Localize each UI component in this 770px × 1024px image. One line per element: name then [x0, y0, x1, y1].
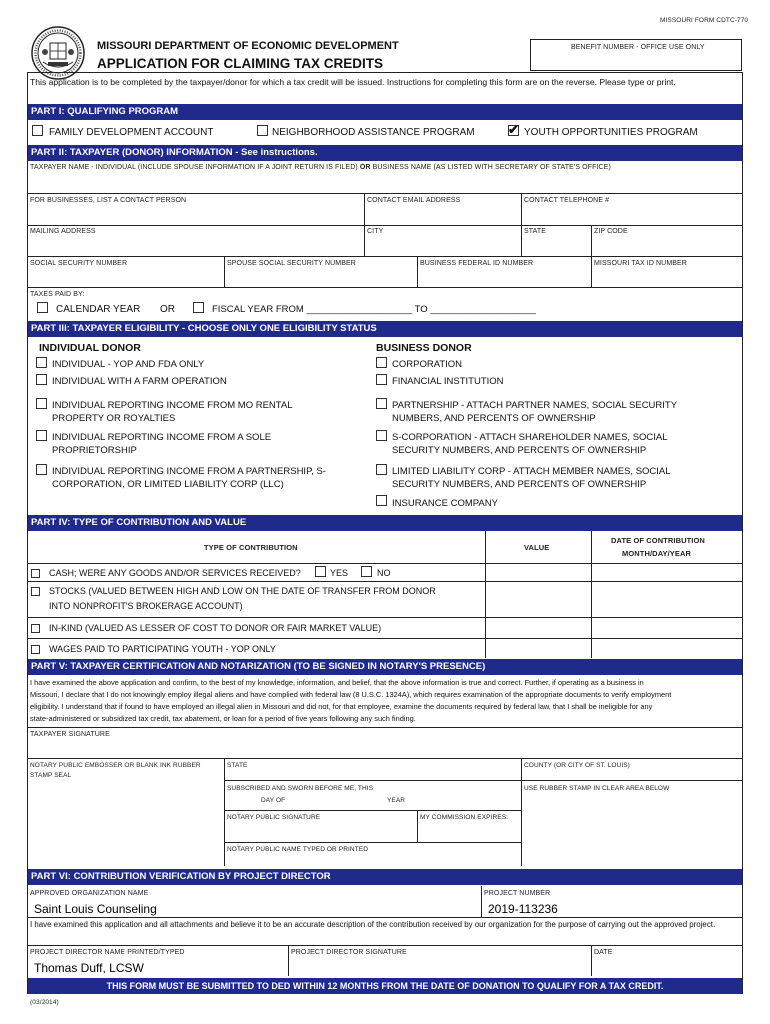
ind-yop-fda-label: INDIVIDUAL - YOP AND FDA ONLY: [52, 359, 205, 370]
part3-header: PART III: TAXPAYER ELIGIBILITY - CHOOSE ONLY ONE ELIGIBILITY STATUS: [27, 321, 743, 337]
mailing-address-label: MAILING ADDRESS: [30, 228, 96, 235]
individual-donor-heading: INDIVIDUAL DONOR: [39, 342, 141, 354]
bus-financial-checkbox[interactable]: [376, 374, 387, 385]
ind-rental-checkbox[interactable]: [36, 398, 47, 409]
cert-line-3: eligibility. I understand that if found to have employed an illegal alien in Missouri and did not, for that employee, examine the documents required by federal law, that I shall be ineligible for any: [30, 702, 653, 711]
fda-checkbox[interactable]: [32, 125, 43, 136]
taxpayer-name-or: OR: [359, 164, 371, 171]
notary-state-label: STATE: [227, 762, 248, 769]
ind-farm-checkbox[interactable]: [36, 374, 47, 385]
bus-corporation-checkbox[interactable]: [376, 357, 387, 368]
nap-checkbox[interactable]: [257, 125, 268, 136]
cert-line-2: Missouri, I declare that I do not knowingly employ illegal aliens and have complied with federal law (8 U.S.C. 1324A), which requires examination of the appropriate documents to verify employment: [30, 690, 672, 699]
fein-label: BUSINESS FEDERAL ID NUMBER: [420, 260, 534, 267]
bus-llc-label: LIMITED LIABILITY CORP - ATTACH MEMBER NAMES, SOCIAL SECURITY NUMBERS, AND PERCENTS OF OWNERSHIP: [392, 466, 671, 490]
goods-no-checkbox[interactable]: [361, 566, 372, 577]
bus-scorp-label: S-CORPORATION - ATTACH SHAREHOLDER NAMES, SOCIAL SECURITY NUMBERS, AND PERCENTS OF OWNERSHIP: [392, 432, 668, 456]
bus-financial-label: FINANCIAL INSTITUTION: [392, 376, 504, 387]
year-label: YEAR: [387, 797, 406, 804]
revision-date: (03/2014): [30, 999, 59, 1006]
taxes-paid-by-label: TAXES PAID BY:: [30, 291, 85, 298]
part1-header: PART I: QUALIFYING PROGRAM: [27, 104, 743, 120]
goods-yes-label: YES: [330, 568, 349, 578]
stocks-label-1: STOCKS (VALUED BETWEEN HIGH AND LOW ON THE DATE OF TRANSFER FROM DONOR: [49, 586, 436, 596]
nap-label: NEIGHBORHOOD ASSISTANCE PROGRAM: [272, 127, 475, 138]
director-signature-label: PROJECT DIRECTOR SIGNATURE: [291, 949, 407, 956]
cash-checkbox[interactable]: [31, 569, 40, 578]
contact-phone-label: CONTACT TELEPHONE #: [524, 197, 610, 204]
bus-llc-checkbox[interactable]: [376, 464, 387, 475]
bus-scorp-checkbox[interactable]: [376, 430, 387, 441]
col-value-header: VALUE: [524, 543, 550, 552]
director-name-label: PROJECT DIRECTOR NAME PRINTED/TYPED: [30, 949, 185, 956]
col-date-header-2: MONTH/DAY/YEAR: [622, 549, 692, 558]
stocks-label-2: INTO NONPROFIT'S BROKERAGE ACCOUNT): [49, 601, 243, 611]
bus-insurance-checkbox[interactable]: [376, 495, 387, 506]
form-title: APPLICATION FOR CLAIMING TAX CREDITS: [97, 56, 383, 71]
rubber-stamp-label: USE RUBBER STAMP IN CLEAR AREA BELOW: [524, 785, 670, 792]
yop-label: YOUTH OPPORTUNITIES PROGRAM: [524, 127, 698, 138]
wages-checkbox[interactable]: [31, 645, 40, 654]
form-id: MISSOURI FORM CDTC-770: [660, 17, 749, 24]
commission-label: MY COMMISSION EXPIRES:: [420, 814, 509, 821]
ind-partnership-checkbox[interactable]: [36, 464, 47, 475]
approved-org-value[interactable]: Saint Louis Counseling: [34, 902, 157, 916]
department-name: MISSOURI DEPARTMENT OF ECONOMIC DEVELOPMENT: [97, 40, 399, 52]
stocks-checkbox[interactable]: [31, 587, 40, 596]
benefit-number-label: BENEFIT NUMBER - OFFICE USE ONLY: [571, 44, 705, 51]
ind-yop-fda-checkbox[interactable]: [36, 357, 47, 368]
zip-label: ZIP CODE: [594, 228, 628, 235]
director-statement: I have examined this application and all attachments and believe it to be an accurate description of the contribution received by our organization for the purpose of carrying out the approved project.: [30, 920, 716, 929]
subscribed-label: SUBSCRIBED AND SWORN BEFORE ME, THIS: [227, 785, 374, 792]
goods-yes-checkbox[interactable]: [315, 566, 326, 577]
city-label: CITY: [367, 228, 384, 235]
wages-label: WAGES PAID TO PARTICIPATING YOUTH - YOP ONLY: [49, 644, 276, 654]
notary-name-label: NOTARY PUBLIC NAME TYPED OR PRINTED: [227, 846, 368, 853]
part6-header: PART VI: CONTRIBUTION VERIFICATION BY PROJECT DIRECTOR: [27, 869, 743, 885]
business-donor-heading: BUSINESS DONOR: [376, 342, 472, 354]
col-type-header: TYPE OF CONTRIBUTION: [204, 543, 298, 552]
benefit-number-box[interactable]: [530, 39, 742, 71]
director-name-value[interactable]: Thomas Duff, LCSW: [34, 961, 144, 975]
part4-header: PART IV: TYPE OF CONTRIBUTION AND VALUE: [27, 515, 743, 531]
goods-no-label: NO: [377, 568, 391, 578]
taxpayer-signature-label: TAXPAYER SIGNATURE: [30, 731, 110, 738]
taxes-or-label: OR: [160, 304, 175, 315]
notary-signature-label: NOTARY PUBLIC SIGNATURE: [227, 814, 321, 821]
ind-rental-label: INDIVIDUAL REPORTING INCOME FROM MO RENTAL PROPERTY OR ROYALTIES: [52, 400, 293, 424]
notary-seal-label-2: STAMP SEAL: [30, 772, 72, 779]
intro-text: This application is to be completed by the taxpayer/donor for which a tax credit will be issued. Instructions for completing this form are on the reverse. Please type or print.: [30, 77, 676, 87]
fiscal-year-label: FISCAL YEAR FROM ____________________ TO ____________________: [212, 304, 536, 315]
fiscal-year-checkbox[interactable]: [193, 302, 204, 313]
taxpayer-name-business: BUSINESS NAME (AS LISTED WITH SECRETARY OF STATE'S OFFICE): [372, 164, 611, 171]
cash-label: CASH; WERE ANY GOODS AND/OR SERVICES RECEIVED?: [49, 568, 301, 578]
ind-sole-prop-label: INDIVIDUAL REPORTING INCOME FROM A SOLE PROPRIETORSHIP: [52, 432, 272, 456]
contact-email-label: CONTACT EMAIL ADDRESS: [367, 197, 461, 204]
approved-org-label: APPROVED ORGANIZATION NAME: [30, 890, 149, 897]
ind-partnership-label: INDIVIDUAL REPORTING INCOME FROM A PARTNERSHIP, S-CORPORATION, OR LIMITED LIABILITY CORP (LLC): [52, 466, 326, 490]
bus-partnership-checkbox[interactable]: [376, 398, 387, 409]
fda-label: FAMILY DEVELOPMENT ACCOUNT: [49, 127, 214, 138]
part5-header: PART V: TAXPAYER CERTIFICATION AND NOTARIZATION (TO BE SIGNED IN NOTARY'S PRESENCE): [27, 659, 743, 675]
notary-county-label: COUNTY (OR CITY OF ST. LOUIS): [524, 762, 630, 769]
contact-person-label: FOR BUSINESSES, LIST A CONTACT PERSON: [30, 197, 187, 204]
director-date-label: DATE: [594, 949, 613, 956]
col-date-header-1: DATE OF CONTRIBUTION: [611, 536, 705, 545]
ind-farm-label: INDIVIDUAL WITH A FARM OPERATION: [52, 376, 227, 387]
day-of-label: DAY OF: [261, 797, 286, 804]
project-number-label: PROJECT NUMBER: [484, 890, 551, 897]
inkind-checkbox[interactable]: [31, 624, 40, 633]
calendar-year-label: CALENDAR YEAR: [56, 304, 141, 315]
bus-corporation-label: CORPORATION: [392, 359, 463, 370]
taxpayer-name-individual: TAXPAYER NAME - INDIVIDUAL (INCLUDE SPOUSE INFORMATION IF A JOINT RETURN IS FILED): [30, 164, 358, 171]
part2-header: PART II: TAXPAYER (DONOR) INFORMATION - See instructions.: [27, 145, 743, 161]
footer-banner: THIS FORM MUST BE SUBMITTED TO DED WITHIN 12 MONTHS FROM THE DATE OF DONATION TO QUALIFY FOR A TAX CREDIT.: [27, 978, 743, 994]
notary-seal-label-1: NOTARY PUBLIC EMBOSSER OR BLANK INK RUBBER: [30, 762, 201, 769]
spouse-ssn-label: SPOUSE SOCIAL SECURITY NUMBER: [227, 260, 356, 267]
calendar-year-checkbox[interactable]: [37, 302, 48, 313]
ssn-label: SOCIAL SECURITY NUMBER: [30, 260, 128, 267]
yop-check-icon: ✔: [508, 122, 519, 137]
cert-line-4: state-administered or subsidized tax credit, tax abatement, or loan for a period of five years following any such finding.: [30, 714, 416, 723]
taxpayer-name-label: [30, 164, 611, 171]
ind-sole-prop-checkbox[interactable]: [36, 430, 47, 441]
project-number-value[interactable]: 2019-113236: [488, 902, 558, 916]
cert-line-1: I have examined the above application and confirm, to the best of my knowledge, information, and belief, that the above information is true and correct. Further, if operating as a business in: [30, 678, 644, 687]
state-label: STATE: [524, 228, 547, 235]
mo-tax-id-label: MISSOURI TAX ID NUMBER: [594, 260, 687, 267]
bus-partnership-label: PARTNERSHIP - ATTACH PARTNER NAMES, SOCIAL SECURITY NUMBERS, AND PERCENTS OF OWNERSHIP: [392, 400, 677, 424]
bus-insurance-label: INSURANCE COMPANY: [392, 498, 498, 509]
inkind-label: IN-KIND (VALUED AS LESSER OF COST TO DONOR OR FAIR MARKET VALUE): [49, 623, 382, 633]
